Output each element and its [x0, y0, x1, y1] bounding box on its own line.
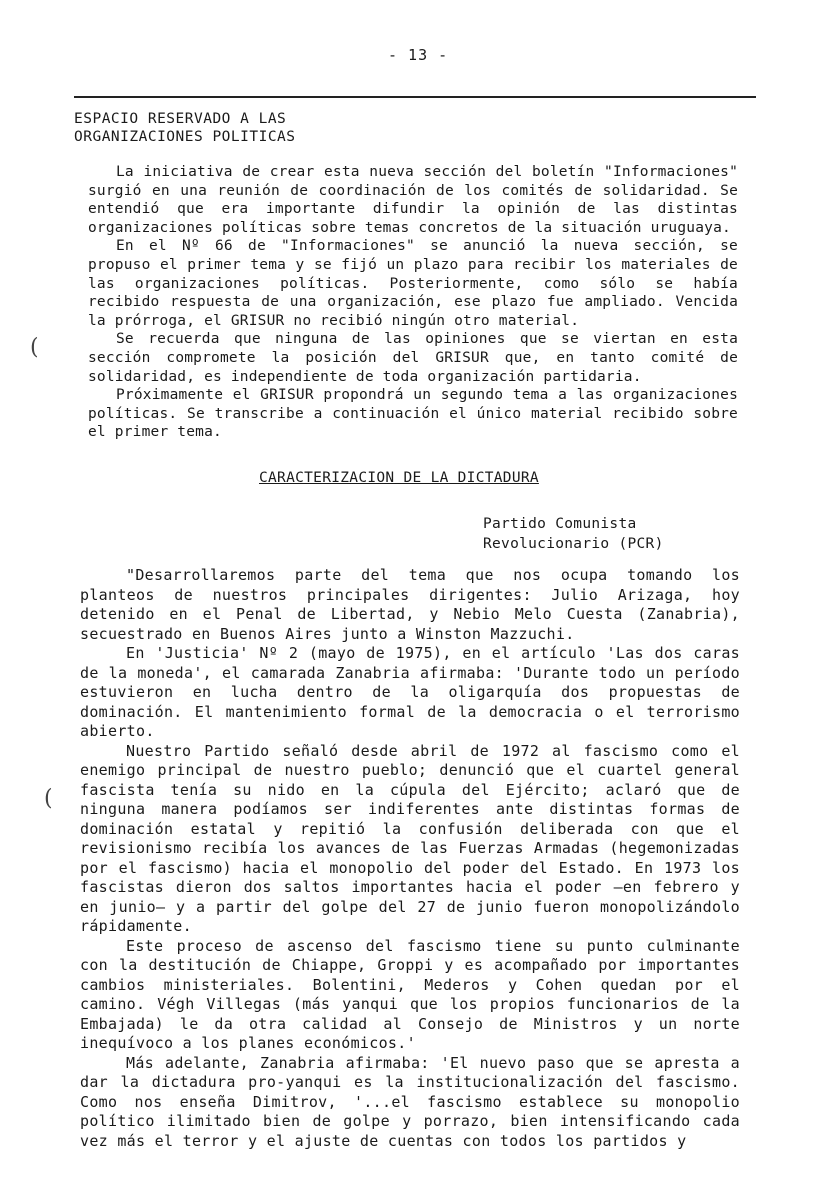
body-paragraph: Más adelante, Zanabria afirmaba: 'El nuevo paso que se apresta a dar la dictadura pro-yanqui es la institucionalización del fascismo. Como nos enseña Dimitrov, '...el fascismo establece su monopolio político ilimitado bien de golpe y porrazo, bien intensificando cada vez más el terror y el ajuste de cuentas con todos los partidos y	[80, 1053, 740, 1150]
intro-paragraph: La iniciativa de crear esta nueva sección del boletín "Informaciones" surgió en una reunión de coordinación de los comités de solidaridad. Se entendió que era importante difundir la opinión de las distintas organizaciones políticas sobre temas concretos de la situación uruguaya.	[88, 164, 738, 236]
body-paragraph: Nuestro Partido señaló desde abril de 1972 al fascismo como el enemigo principal de nuestro pueblo; denunció que el cuartel general fascista tenía su nido en la cúpula del Ejército; aclaró que de ninguna manera podíamos ser indiferentes ante distintas formas de dominación estatal y repitió la confusión deliberada con que el revisionismo recibía los avances de las Fuerzas Armadas (hegemonizadas por el fascismo) hacia el monopolio del poder del Estado. En 1973 los fascistas dieron dos saltos importantes hacia el poder —en febrero y en junio— y a partir del golpe del 27 de junio fueron monopolizándolo rápidamente.	[80, 741, 740, 935]
margin-bracket-mark: (	[30, 335, 39, 360]
article-body	[80, 566, 740, 1151]
author-line-2: Revolucionario (PCR)	[483, 536, 664, 552]
header-line-2: ORGANIZACIONES POLITICAS	[74, 129, 296, 145]
author-line-1: Partido Comunista	[483, 516, 637, 532]
margin-bracket-mark: (	[44, 786, 53, 811]
header-line-1: ESPACIO RESERVADO A LAS	[74, 111, 287, 127]
intro-paragraph: Próximamente el GRISUR propondrá un segundo tema a las organizaciones políticas. Se transcribe a continuación el único material recibido sobre el primer tema.	[88, 387, 738, 441]
header-rule	[74, 96, 756, 98]
body-paragraph: "Desarrollaremos parte del tema que nos ocupa tomando los planteos de nuestros principales dirigentes: Julio Arizaga, hoy detenido en el Penal de Libertad, y Nebio Melo Cuesta (Zanabria), secuestrado en Buenos Aires junto a Winston Mazzuchi.	[80, 566, 740, 643]
intro-paragraph: En el Nº 66 de "Informaciones" se anunció la nueva sección, se propuso el primer tema y se fijó un plazo para recibir los materiales de las organizaciones políticas. Posteriormente, como sólo se había recibido respuesta de una organización, ese plazo fue ampliado. Vencida la prórroga, el GRISUR no recibió ningún otro material.	[88, 238, 738, 329]
section-header	[74, 110, 296, 146]
intro-paragraph: Se recuerda que ninguna de las opiniones que se viertan en esta sección compromete la posición del GRISUR que, en tanto comité de solidaridad, es independiente de toda organización partidaria.	[88, 331, 738, 385]
section-title: CARACTERIZACION DE LA DICTADURA	[259, 470, 539, 486]
author-block	[483, 514, 664, 554]
body-paragraph: En 'Justicia' Nº 2 (mayo de 1975), en el artículo 'Las dos caras de la moneda', el camarada Zanabria afirmaba: 'Durante todo un período estuvieron en lucha dentro de la oligarquía dos propuestas de dominación. El mantenimiento formal de la democracia o el terrorismo abierto.	[80, 644, 740, 740]
page-number: - 13 -	[388, 46, 449, 64]
intro-text	[88, 163, 738, 442]
body-paragraph: Este proceso de ascenso del fascismo tiene su punto culminante con la destitución de Chiappe, Groppi y es acompañado por importantes cambios ministeriales. Bolentini, Mederos y Cohen quedan por el camino. Végh Villegas (más yanqui que los propios funcionarios de la Embajada) le da otra calidad al Consejo de Ministros y un norte inequívoco a los planes económicos.'	[80, 936, 740, 1052]
